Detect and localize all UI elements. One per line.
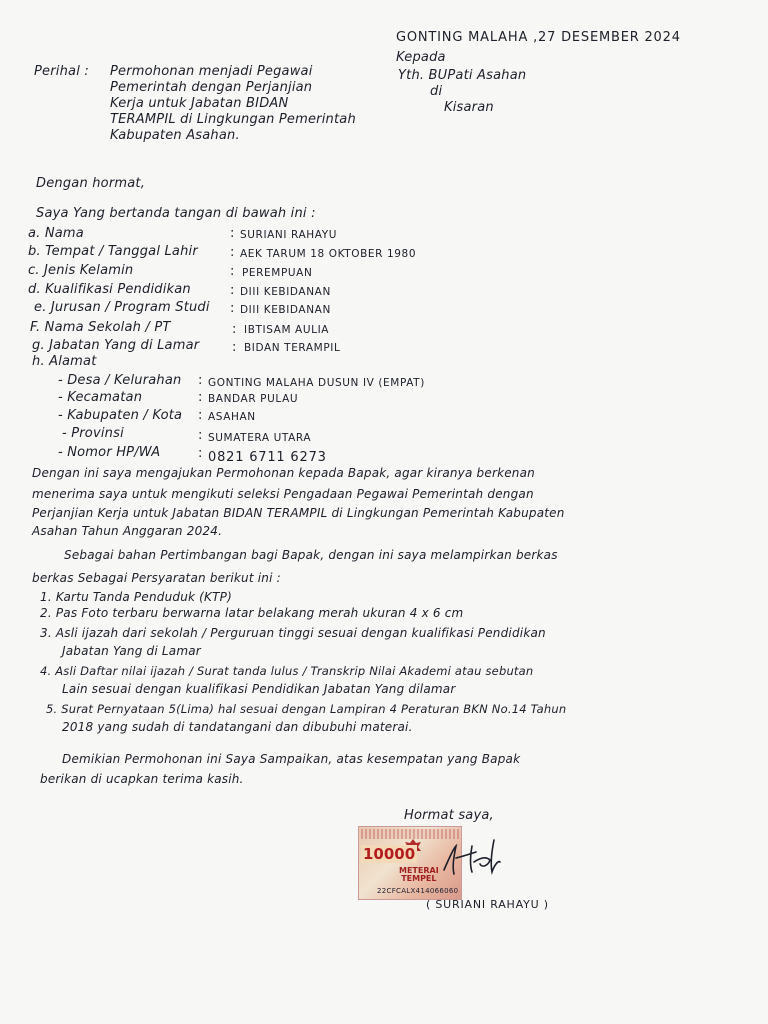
address-value: SUMATERA UTARA — [208, 432, 312, 444]
signoff: Hormat saya, — [404, 808, 494, 823]
address-value: GONTING MALAHA DUSUN IV (EMPAT) — [208, 377, 425, 389]
field-label: F. Nama Sekolah / PT — [30, 320, 171, 335]
field-value: SURIANI RAHAYU — [240, 229, 338, 241]
stamp-label — [399, 867, 439, 883]
field-value: BIDAN TERAMPIL — [244, 342, 341, 354]
salutation: Dengan hormat, — [36, 176, 146, 191]
address-colon: : — [198, 446, 203, 461]
stamp-value: 10000 — [363, 845, 416, 863]
intro: Saya Yang bertanda tangan di bawah ini : — [36, 206, 316, 221]
field-value: IBTISAM AULIA — [244, 324, 330, 336]
address-label: - Provinsi — [62, 426, 124, 441]
address-label: - Kabupaten / Kota — [58, 408, 183, 423]
field-value: DIII KEBIDANAN — [240, 286, 331, 298]
stamp-label-1: METERAI — [399, 866, 439, 875]
field-label: c. Jenis Kelamin — [28, 263, 134, 278]
address-label: - Nomor HP/WA — [58, 445, 161, 460]
attachment-item-cont: Jabatan Yang di Lamar — [62, 644, 201, 658]
perihal-line: Kabupaten Asahan. — [110, 128, 240, 143]
attachment-item-cont: Lain sesuai dengan kualifikasi Pendidikan Jabatan Yang dilamar — [62, 682, 456, 696]
body-line: berkas Sebagai Persyaratan berikut ini : — [32, 571, 281, 585]
attachment-item: 4. Asli Daftar nilai ijazah / Surat tanda lulus / Transkrip Nilai Akademi atau sebutan — [40, 664, 534, 678]
perihal-line: Kerja untuk Jabatan BIDAN — [110, 96, 289, 111]
field-colon: : — [230, 283, 235, 298]
field-label: g. Jabatan Yang di Lamar — [32, 338, 200, 353]
attachment-item: 1. Kartu Tanda Penduduk (KTP) — [40, 590, 232, 604]
field-label: b. Tempat / Tanggal Lahir — [28, 244, 198, 259]
body-line: Dengan ini saya mengajukan Permohonan kepada Bapak, agar kiranya berkenan — [32, 466, 535, 480]
stamp-label-2: TEMPEL — [401, 874, 437, 883]
attachment-item-cont: 2018 yang sudah di tandatangani dan dibubuhi materai. — [62, 720, 413, 734]
place-date: GONTING MALAHA ,27 DESEMBER 2024 — [396, 30, 681, 45]
field-colon: : — [230, 301, 235, 316]
body-line: Sebagai bahan Pertimbangan bagi Bapak, dengan ini saya melampirkan berkas — [64, 548, 558, 562]
field-colon: : — [230, 226, 235, 241]
address-value: 0821 6711 6273 — [208, 450, 327, 465]
body-line: menerima saya untuk mengikuti seleksi Pengadaan Pegawai Pemerintah dengan — [32, 487, 534, 501]
signer-name: ( SURIANI RAHAYU ) — [426, 898, 549, 911]
perihal-line: Permohonan menjadi Pegawai — [110, 64, 313, 79]
recipient-city: Kisaran — [444, 100, 494, 115]
perihal-line: Pemerintah dengan Perjanjian — [110, 80, 313, 95]
address-colon: : — [198, 390, 203, 405]
field-colon: : — [230, 264, 235, 279]
address-colon: : — [198, 428, 203, 443]
perihal-label: Perihal : — [34, 64, 89, 79]
kepada-label: Kepada — [396, 50, 446, 65]
field-label: e. Jurusan / Program Studi — [34, 300, 210, 315]
field-value: AEK TARUM 18 OKTOBER 1980 — [240, 248, 417, 260]
body-line: Perjanjian Kerja untuk Jabatan BIDAN TERAMPIL di Lingkungan Pemerintah Kabupaten — [32, 506, 565, 520]
closing-line: berikan di ucapkan terima kasih. — [40, 772, 244, 786]
field-label: a. Nama — [28, 226, 84, 241]
field-value: DIII KEBIDANAN — [240, 304, 331, 316]
stamp-serial: 22CFCALX414066060 — [377, 887, 459, 895]
address-value: BANDAR PULAU — [208, 393, 299, 405]
recipient-di: di — [430, 84, 443, 99]
attachment-item: 5. Surat Pernyataan 5(Lima) hal sesuai dengan Lampiran 4 Peraturan BKN No.14 Tahun — [46, 702, 567, 716]
field-colon: : — [232, 322, 237, 337]
address-value: ASAHAN — [208, 411, 256, 423]
address-colon: : — [198, 408, 203, 423]
body-line: Asahan Tahun Anggaran 2024. — [32, 524, 223, 538]
field-colon: : — [230, 245, 235, 260]
attachment-item: 3. Asli ijazah dari sekolah / Perguruan tinggi sesuai dengan kualifikasi Pendidikan — [40, 626, 546, 640]
address-label: - Desa / Kelurahan — [58, 373, 182, 388]
closing-line: Demikian Permohonan ini Saya Sampaikan, atas kesempatan yang Bapak — [62, 752, 521, 766]
address-colon: : — [198, 373, 203, 388]
perihal-line: TERAMPIL di Lingkungan Pemerintah — [110, 112, 356, 127]
signature — [436, 836, 506, 882]
field-label: h. Alamat — [32, 354, 97, 369]
field-label: d. Kualifikasi Pendidikan — [28, 282, 191, 297]
address-label: - Kecamatan — [58, 390, 143, 405]
field-value: PEREMPUAN — [242, 267, 313, 279]
attachment-item: 2. Pas Foto terbaru berwarna latar belakang merah ukuran 4 x 6 cm — [40, 606, 464, 620]
field-colon: : — [232, 340, 237, 355]
recipient: Yth. BUPati Asahan — [398, 68, 527, 83]
